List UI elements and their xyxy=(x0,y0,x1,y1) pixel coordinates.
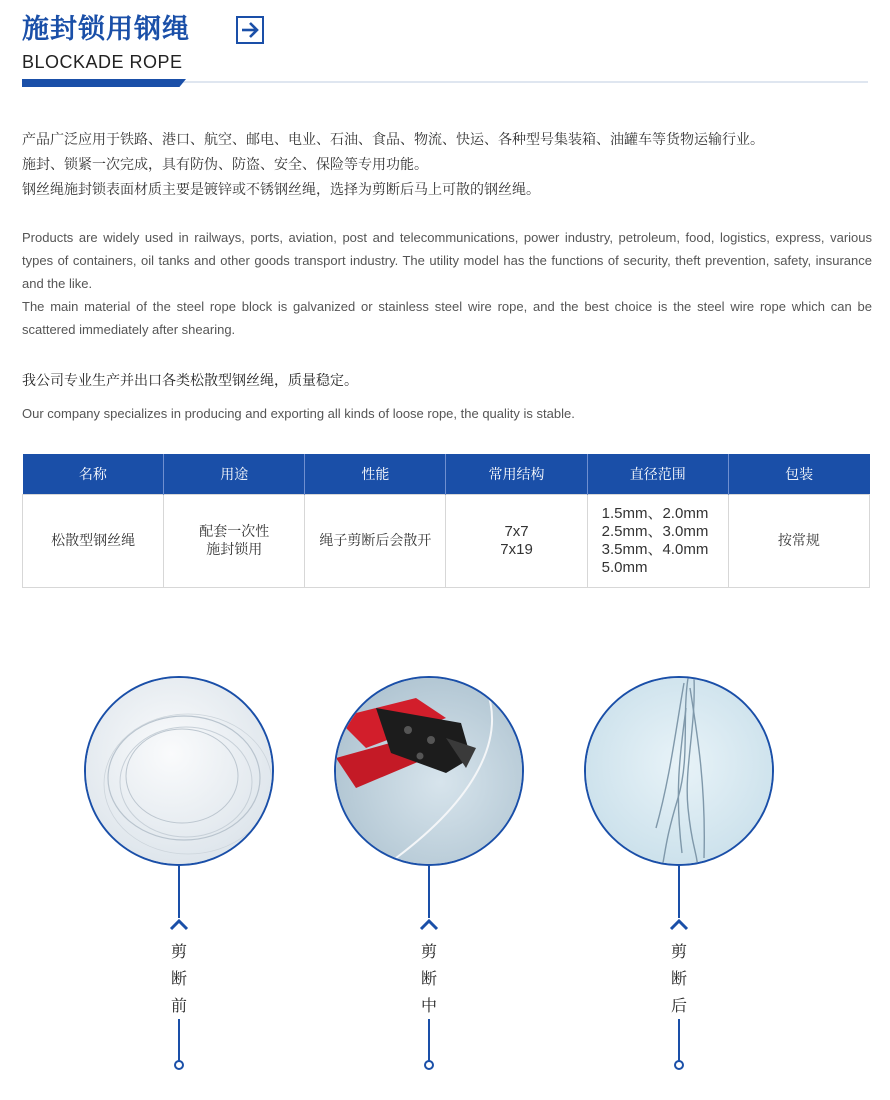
cell-name: 松散型钢丝绳 xyxy=(23,495,164,588)
cell-diameter-line: 5.0mm xyxy=(601,559,648,576)
spec-table xyxy=(22,454,870,588)
table-header-row xyxy=(23,454,870,495)
title-divider-accent xyxy=(22,79,186,87)
intro-cn-line: 施封、锁紧一次完成，具有防伪、防盗、安全、保险等专用功能。 xyxy=(22,157,428,173)
column-header: 名称 xyxy=(23,454,164,495)
cell-diameter xyxy=(587,495,728,588)
intro-en-paragraph: The main material of the steel rope block is galvanized or stainless steel wire rope, and the best choice is the steel wire rope which can be scattered immediately after shearing. xyxy=(22,299,872,337)
intro-en-paragraph: Products are widely used in railways, ports, aviation, post and telecommunications, power industry, petroleum, food, logistics, express, various types of containers, oil tanks and other goods transport industry. The utility model has the functions of security, theft prevention, safety, insurance and the like. xyxy=(22,230,872,291)
intro-cn-line: 钢丝绳施封锁表面材质主要是镀锌或不锈钢丝绳，选择为剪断后马上可散的钢丝绳。 xyxy=(22,182,540,198)
arrow-right-icon[interactable] xyxy=(236,16,264,44)
stage-label-char: 剪 xyxy=(170,942,187,961)
cell-diameter-line: 1.5mm、2.0mm xyxy=(601,505,709,522)
timeline-dot xyxy=(174,1060,184,1070)
cell-diameter-line: 2.5mm、3.0mm xyxy=(601,523,709,540)
chevron-up-icon xyxy=(168,918,190,932)
table-row xyxy=(23,495,870,588)
cell-use xyxy=(164,495,305,588)
column-header: 性能 xyxy=(305,454,446,495)
company-statement-cn: 我公司专业生产并出口各类松散型钢丝绳，质量稳定。 xyxy=(22,373,358,389)
stage-label-char: 断 xyxy=(170,969,187,988)
cell-structure xyxy=(446,495,587,588)
cell-performance: 绳子剪断后会散开 xyxy=(305,495,446,588)
column-header: 直径范围 xyxy=(587,454,728,495)
stage-label-char: 剪 xyxy=(670,942,687,961)
intro-cn xyxy=(22,128,872,203)
cell-structure-line: 7x19 xyxy=(500,541,533,558)
stage-label-char: 剪 xyxy=(420,942,437,961)
company-statement-en: Our company specializes in producing and exporting all kinds of loose rope, the quality is stable. xyxy=(22,406,575,421)
cell-packing: 按常规 xyxy=(728,495,869,588)
intro-cn-line: 产品广泛应用于铁路、港口、航空、邮电、电业、石油、食品、物流、快运、各种型号集装箱、油罐车等货物运输行业。 xyxy=(22,132,764,148)
page-subtitle: BLOCKADE ROPE xyxy=(22,52,183,72)
stage-label xyxy=(667,918,691,1019)
column-header: 包装 xyxy=(728,454,869,495)
column-header: 常用结构 xyxy=(446,454,587,495)
timeline-dot xyxy=(674,1060,684,1070)
cell-structure-line: 7x7 xyxy=(504,523,529,540)
stage-label-char: 后 xyxy=(670,996,687,1015)
stage-label-char: 断 xyxy=(670,969,687,988)
stage-label-char: 前 xyxy=(170,996,187,1015)
stage-label xyxy=(167,918,191,1019)
column-header: 用途 xyxy=(164,454,305,495)
rope-cutting-image xyxy=(334,676,524,866)
stage-label-char: 断 xyxy=(420,969,437,988)
chevron-up-icon xyxy=(668,918,690,932)
timeline-dot xyxy=(424,1060,434,1070)
stage-label-char: 中 xyxy=(420,996,437,1015)
rope-before-cut-image xyxy=(84,676,274,866)
cell-use-line: 配套一次性 xyxy=(199,524,270,540)
cell-diameter-line: 3.5mm、4.0mm xyxy=(601,541,709,558)
stage-label xyxy=(417,918,441,1019)
rope-after-cut-image xyxy=(584,676,774,866)
cell-use-line: 施封锁用 xyxy=(206,542,263,558)
chevron-up-icon xyxy=(418,918,440,932)
page-title: 施封锁用钢绳 xyxy=(22,14,190,45)
intro-en xyxy=(22,226,872,341)
